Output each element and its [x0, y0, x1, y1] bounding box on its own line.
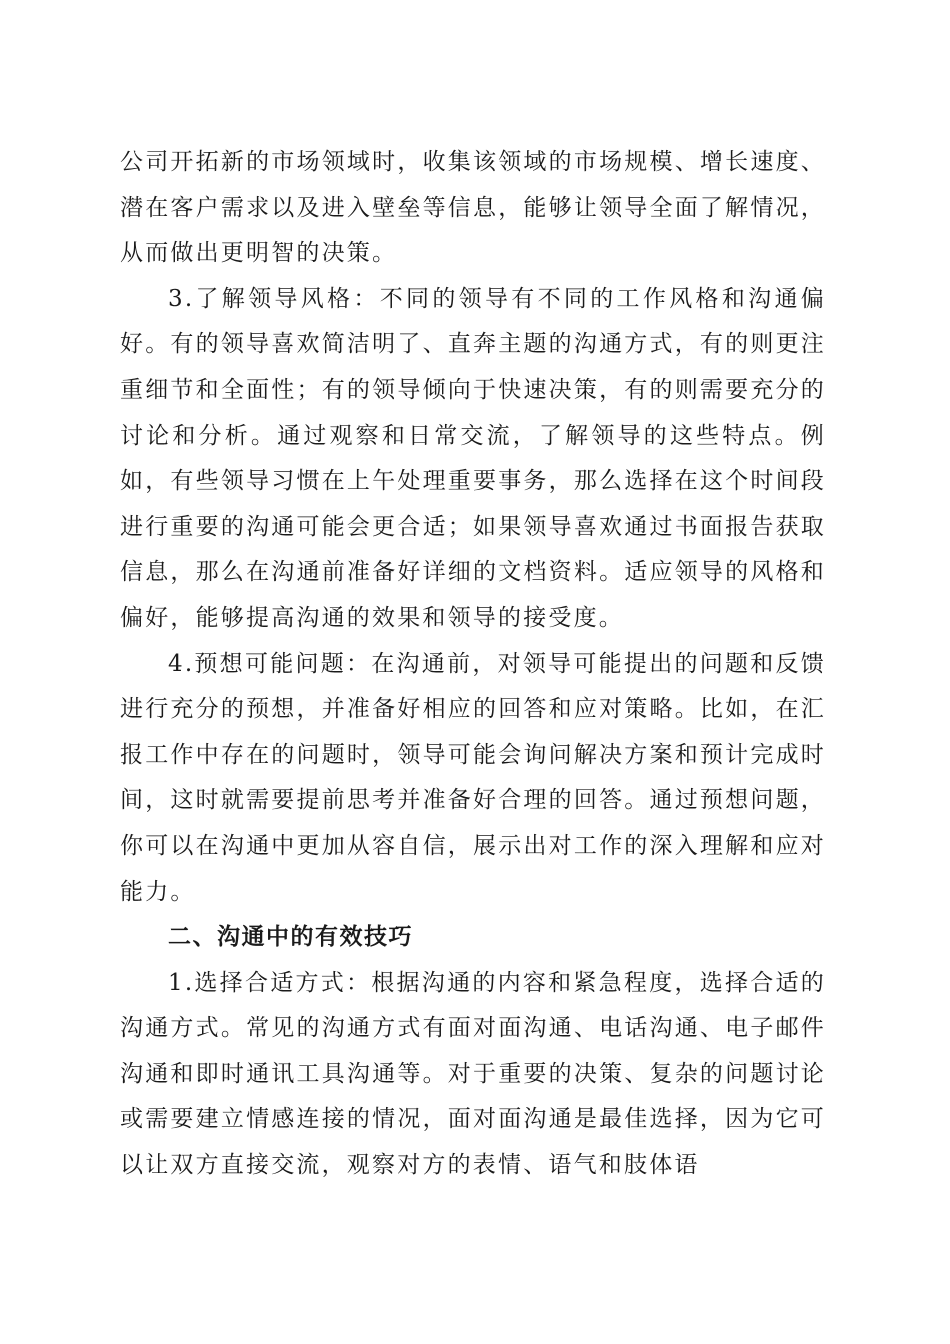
paragraph-item-1: 1.选择合适方式：根据沟通的内容和紧急程度，选择合适的沟通方式。常见的沟通方式有面对面沟通、电话沟通、电子邮件沟通和即时通讯工具沟通等。对于重要的决策、复杂的问题讨论或需要建立情感连接的情况，面对面沟通是最佳选择，因为它可以让双方直接交流，观察对方的表情、语气和肢体语 — [120, 969, 826, 1179]
section-heading: 二、沟通中的有效技巧 — [168, 924, 413, 951]
paragraph-item-4: 4.预想可能问题：在沟通前，对领导可能提出的问题和反馈进行充分的预想，并准备好相应的回答和应对策略。比如，在汇报工作中存在的问题时，领导可能会询问解决方案和预计完成时间，这时就需要提前思考并准备好合理的回答。通过预想问题，你可以在沟通中更加从容自信，展示出对工作的深入理解和应对能力。 — [120, 650, 826, 905]
document-page — [120, 140, 826, 1189]
paragraph-continuation: 公司开拓新的市场领域时，收集该领域的市场规模、增长速度、潜在客户需求以及进入壁垒等信息，能够让领导全面了解情况，从而做出更明智的决策。 — [120, 149, 826, 267]
paragraph-item-3: 3.了解领导风格：不同的领导有不同的工作风格和沟通偏好。有的领导喜欢简洁明了、直奔主题的沟通方式，有的则更注重细节和全面性；有的领导倾向于快速决策，有的则需要充分的讨论和分析。通过观察和日常交流，了解领导的这些特点。例如，有些领导习惯在上午处理重要事务，那么选择在这个时间段进行重要的沟通可能会更合适；如果领导喜欢通过书面报告获取信息，那么在沟通前准备好详细的文档资料。适应领导的风格和偏好，能够提高沟通的效果和领导的接受度。 — [120, 285, 826, 631]
